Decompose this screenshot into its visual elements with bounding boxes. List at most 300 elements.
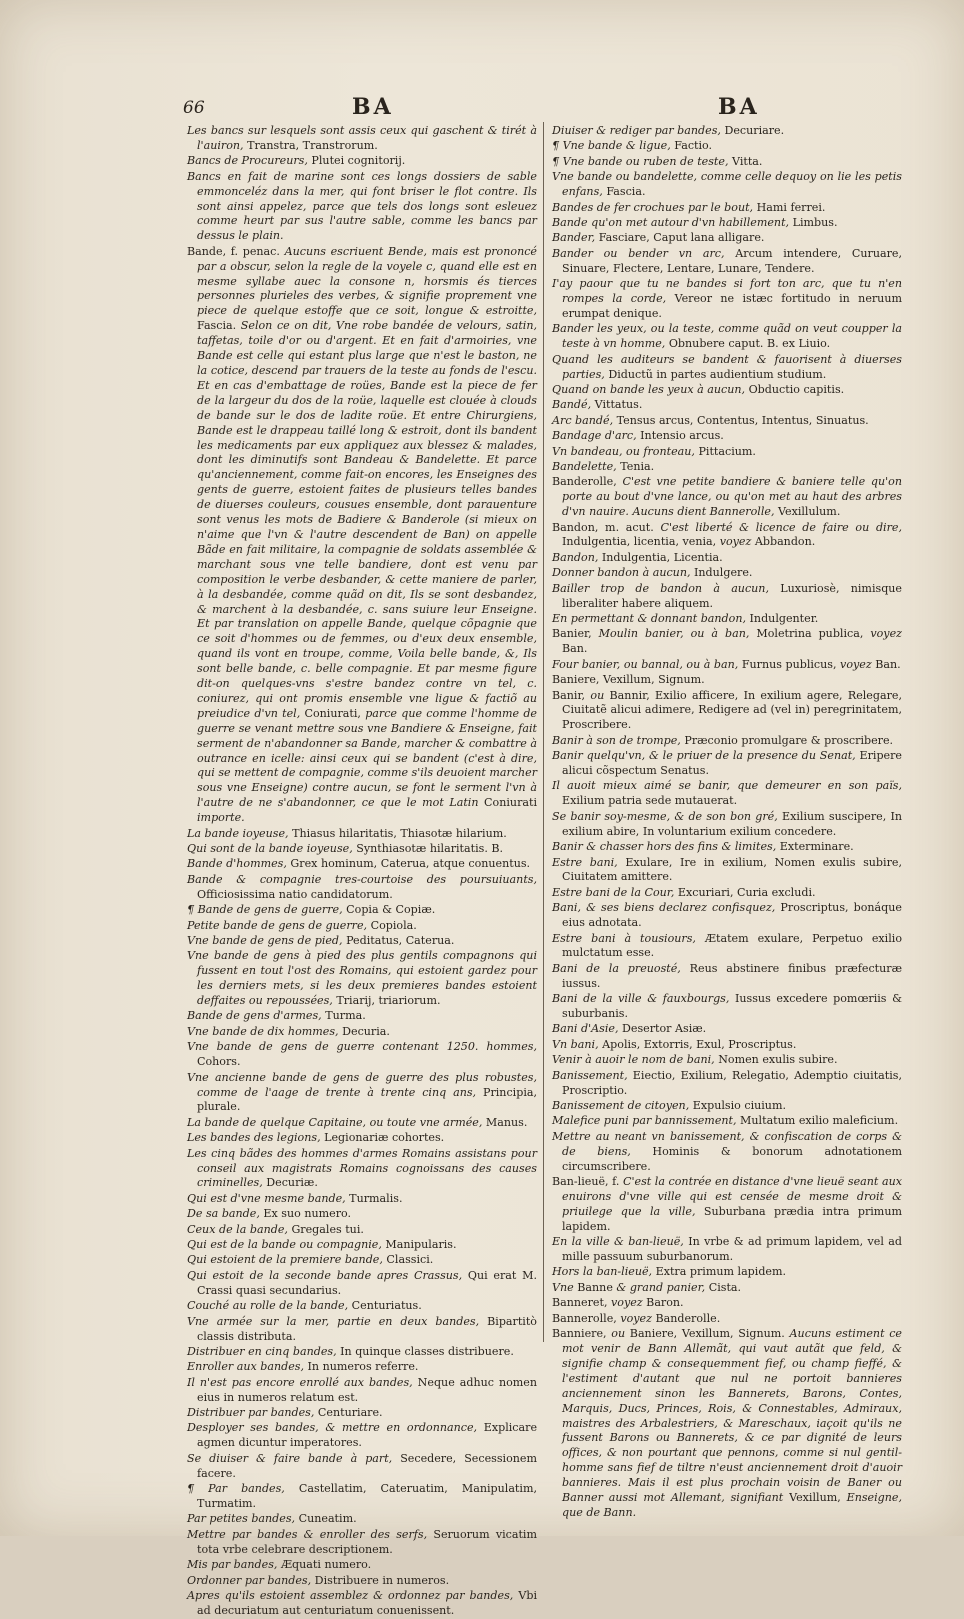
french-text: Bander ou bender vn arc,: [552, 246, 725, 260]
french-text: Vne bande ou bandelette, comme celle dequoy on lie les petis enfans,: [552, 170, 902, 199]
latin-text: Hominis & bonorum adnotationem circumscribere.: [562, 1144, 902, 1173]
french-text: Vne bande de gens à pied des plus gentils compagnons qui fussent en tout l'ost des Romains, qui estoient gardez pour les derniers mets, si les deux premieres bandes estoient deffaites ou repoussées,: [187, 949, 537, 1008]
latin-text: Intensio arcus.: [636, 429, 724, 443]
dictionary-entry: [552, 445, 902, 460]
french-text: Estre bani,: [552, 855, 618, 869]
french-text: Qui est de la bande ou compagnie,: [187, 1238, 382, 1252]
dictionary-entry: [552, 216, 902, 231]
dictionary-entry: [187, 1147, 537, 1192]
latin-text: Indulgere.: [690, 566, 753, 580]
french-text: voyez: [719, 535, 752, 549]
latin-text: Grex hominum, Caterua, atque conuentus.: [286, 857, 531, 871]
french-text: ¶ Bande de gens de guerre,: [187, 903, 343, 917]
latin-text: Baniere, Vexillum, Signum.: [552, 673, 705, 687]
latin-text: Multatum exilio maleficium.: [736, 1114, 899, 1128]
french-text: parce que comme l'homme de guerre se venant mettre sous vne Bandiere & Enseigne, fait serment de n'abandonner sa Bande, marcher & combattre à outrance en icelle: ainsi ceux qui se bandent (c'est à dire, qui se mettent de compagnie, comme s'ils deuoient marcher sous vne Enseigne) contre aucun, se font le serment l'vn à l'autre de ne s'abandonner, ce que le mot Latin: [197, 706, 538, 810]
dictionary-entry: [552, 612, 902, 627]
dictionary-entry: [552, 1296, 902, 1311]
french-text: Bancs de Procureurs,: [187, 154, 308, 168]
latin-text: Officiosissima natio candidatorum.: [197, 887, 393, 901]
french-text: C'est vne petite bandiere & baniere telle qu'on porte au bout d'vne lance, ou qu'on met au haut des arbres d'vn nauire. Aucuns dient Bannerolle,: [562, 475, 902, 519]
french-text: Il n'est pas encore enrollé aux bandes,: [187, 1375, 413, 1389]
french-text: Enseigne, que de Bann.: [562, 1491, 903, 1519]
latin-text: Proscriptus, bonáque eius adnotata.: [562, 901, 902, 930]
french-text: Se banir soy-mesme, & de son bon gré,: [552, 809, 778, 823]
latin-text: Diductũ in partes audientium studium.: [604, 367, 827, 381]
french-text: Banissement de citoyen,: [552, 1099, 690, 1112]
dictionary-entry: [552, 170, 902, 200]
dictionary-entry: [187, 1192, 537, 1207]
dictionary-entry: [552, 1281, 902, 1296]
dictionary-entry: [187, 1269, 537, 1299]
dictionary-entry: [552, 1099, 902, 1114]
dictionary-entry: [552, 201, 902, 216]
dictionary-entry: [552, 398, 902, 413]
dictionary-entry: [552, 322, 902, 352]
latin-text: Præconio promulgare & proscribere.: [680, 733, 894, 747]
latin-text: Bannerolle,: [552, 1311, 621, 1325]
french-text: Les bancs sur lesquels sont assis ceux qui gaschent & tirét à l'auiron,: [187, 124, 537, 152]
latin-text: Banne: [573, 1280, 617, 1294]
french-text: Bani, & ses biens declarez confisquez,: [552, 901, 776, 915]
french-text: ¶ Par bandes,: [187, 1482, 285, 1496]
french-text: ¶ Vne bande & ligue,: [552, 139, 671, 153]
latin-text: Exulare, Ire in exilium, Nomen exulis subire, Ciuitatem amittere.: [562, 855, 902, 884]
latin-text: Æquati numero.: [277, 1558, 372, 1572]
french-text: De sa bande,: [187, 1207, 260, 1221]
french-text: Mis par bandes,: [187, 1558, 278, 1572]
french-text: Vn bani,: [552, 1037, 599, 1051]
latin-text: Decuriare.: [720, 124, 785, 137]
latin-text: Limbus.: [789, 215, 838, 229]
latin-text: Coniurati,: [300, 706, 366, 720]
dictionary-entry: [187, 154, 537, 169]
french-text: Il auoit mieux aimé se banir, que demeurer en son païs,: [552, 779, 902, 793]
latin-text: In quinque classes distribuere.: [336, 1344, 514, 1358]
latin-text: Abbandon.: [751, 535, 816, 549]
dictionary-entry: [187, 1299, 537, 1314]
dictionary-entry: [187, 827, 537, 842]
dictionary-entry: [552, 962, 902, 992]
latin-text: Principia, plurale.: [197, 1085, 538, 1114]
dictionary-entry: [552, 1175, 902, 1235]
latin-text: Factio.: [670, 139, 713, 153]
dictionary-entry: [552, 627, 902, 657]
latin-text: Bannir, Exilio afficere, In exilium agere, Relegare, Ciuitatẽ alicui adimere, Redigere ad (vel in) peregrinitatem, Proscribere.: [562, 688, 902, 732]
french-text: Mettre au neant vn banissement, & confiscation de corps & de biens,: [552, 1129, 902, 1158]
latin-text: Peditatus, Caterua.: [342, 933, 455, 947]
dictionary-entry: [552, 1038, 902, 1053]
dictionary-entry: [187, 170, 537, 245]
french-text: En la ville & ban-lieuë,: [552, 1235, 684, 1249]
dictionary-entry: [187, 949, 537, 1009]
french-text: Bandes de fer crochues par le bout,: [552, 200, 754, 214]
french-text: Bandage d'arc,: [552, 429, 637, 443]
latin-text: Vereor ne istæc fortitudo in neruum erumpat denique.: [562, 291, 902, 320]
dictionary-entry: [552, 155, 902, 170]
dictionary-entry: [187, 1360, 537, 1375]
french-text: Qui estoit de la seconde bande apres Crassus,: [187, 1268, 463, 1282]
french-text: Bailler trop de bandon à aucun,: [552, 581, 769, 595]
latin-text: Indulgenter.: [746, 612, 819, 625]
french-text: Banir quelqu'vn, & le priuer de la presence du Senat,: [552, 749, 856, 763]
dictionary-entry: [187, 1223, 537, 1238]
latin-text: Ætatem exulare, Perpetuo exilio mulctatum esse.: [562, 931, 902, 960]
dictionary-entry: [187, 1376, 537, 1406]
dictionary-entry: [552, 429, 902, 444]
french-text: Aucuns estiment ce mot venir de Bann Allemãt, qui vaut autãt que feld, & signifie champ & consequemment fief, ou champ fieffé, & l'estiment d'autant que nul ne portoit bannieres anciennement sinon les Bannerets, Barons, Contes, Marquis, Ducs, Princes, Rois, & Connestables, Admiraux, maistres des Arbalestriers, & Mareschaux, iaçoit qu'ils ne fussent Barons ou Bannerets, & ce par dignité de leurs offices, & non pourtant que pennons, comme si nul gentil-homme sans fief de tiltre n'eust anciennement droit d'auoir bannieres. Mais il est plus prochain voisin de Baner ou Banner aussi mot Allemant, signifiant: [562, 1327, 903, 1505]
dictionary-entry: [187, 1116, 537, 1131]
dictionary-entry: [187, 1589, 537, 1619]
french-text: Quand on bande les yeux à aucun,: [552, 382, 746, 396]
latin-text: Transtra, Transtrorum.: [243, 138, 378, 152]
french-text: Par petites bandes,: [187, 1512, 296, 1526]
french-text: Les bandes des legions,: [187, 1131, 321, 1145]
latin-text: Indulgentia, licentia, venia,: [562, 535, 720, 549]
french-text: Bandon,: [552, 550, 599, 564]
dictionary-entry: [187, 245, 537, 826]
latin-text: Suburbana prædia intra primum lapidem.: [562, 1204, 902, 1233]
french-text: voyez: [611, 1296, 643, 1310]
dictionary-entry: [187, 857, 537, 872]
french-text: Apres qu'ils estoient assemblez & ordonnez par bandes,: [187, 1588, 514, 1602]
latin-text: Excuriari, Curia excludi.: [674, 885, 816, 899]
latin-text: Banier,: [552, 627, 599, 641]
french-text: Malefice puni par bannissement,: [552, 1114, 737, 1128]
dictionary-entry: [552, 810, 902, 840]
french-text: Four banier, ou bannal, ou à ban,: [552, 657, 739, 671]
french-text: Distribuer par bandes,: [187, 1406, 315, 1420]
dictionary-entry: [552, 277, 902, 322]
french-text: Bani de la preuosté,: [552, 961, 681, 975]
latin-text: Obnubere caput. B. ex Liuio.: [665, 337, 831, 351]
french-text: Vne bande de gens de pied,: [187, 933, 343, 947]
french-text: Estre bani de la Cour,: [552, 885, 675, 899]
dictionary-entry: [552, 1130, 902, 1175]
latin-text: Banir,: [552, 688, 591, 702]
latin-text: Qui erat M. Crassi quasi secundarius.: [197, 1268, 537, 1297]
latin-text: Furnus publicus,: [738, 657, 841, 671]
dictionary-entry: [552, 124, 902, 139]
dictionary-entry: [552, 1265, 902, 1280]
latin-text: Iussus excedere pomœriis & suburbanis.: [562, 992, 902, 1021]
french-text: Couché au rolle de la bande,: [187, 1299, 349, 1313]
dictionary-entry: [187, 124, 537, 154]
dictionary-entry: [552, 856, 902, 886]
latin-text: Triarij, triariorum.: [332, 994, 441, 1008]
latin-text: Desertor Asiæ.: [618, 1022, 707, 1036]
latin-text: Manipularis.: [381, 1238, 457, 1252]
dictionary-entry: [552, 139, 902, 154]
latin-text: Bandon, m. acut.: [552, 520, 661, 534]
french-text: Selon ce on dit, Vne robe bandée de velours, satin, taffetas, toile d'or ou d'argent. Et en fait d'armoiries, vne Bande est celle qui estant plus large que n'est le baston, ne la cotice, descend par trauers de la teste au fonds de l'escu. Et en cas d'embattage de roües, Bande est la piece de fer de la largeur du dos de la roüe, laquelle est clouée à clouds de bande sur le dos de ladite roüe. Et entre Chirurgiens, Bande est le drappeau taillé long & estroit, dont ils bandent les medicaments par eux appliquez aux blessez & malades, dont les diminutifs sont Bandeau & Bandelette. Et parce qu'anciennement, comme fait-on encores, les Enseignes des gents de guerre, estoient faites de plusieurs telles bandes de diuerses couleurs, cousues ensemble, dont parauenture sont venus les mots de Badiere & Banderole (si mieux on n'aime que l'vn & l'autre descendent de Ban) on appelle Bãde en fait militaire, la compagnie de soldats assemblée & marchant sous vne telle bandiere, dont est venu par composition le verbe desbander, & cette maniere de parler, à la desbandée, comme quãd on dit, Ils se sont desbandez, & marchent à la desbandée, c. sans suiure leur Enseigne. Et par translation on appelle Bande, quelque cõpagnie que ce soit d'hommes ou de femmes, ou d'eux deux ensemble, quand ils vont en troupe, comme, Voila belle bande, &, Ils sont belle bande, c. belle compagnie. Et par mesme figure dit-on quelques-vns s'estre bandez contre vn tel, c. coniurez, qui ont promis ensemble vne ligue & factiõ au preiudice d'vn tel,: [197, 319, 537, 720]
french-text: Bande & compagnie tres-courtoise des poursuiuants,: [187, 872, 537, 886]
french-text: Bancs en fait de marine sont ces longs dossiers de sable emmonceléz dans la mer, qui font briser le flot contre. Ils sont ainsi appelez, parce que tels dos longs sont esleuez comme heurt par sus l'autre sable, comme les bancs par dessus le plain.: [187, 169, 537, 243]
french-text: Moulin banier, ou à ban,: [598, 627, 750, 641]
dictionary-entry: [552, 673, 902, 688]
dictionary-entry: [552, 749, 902, 779]
french-text: Ceux de la bande,: [187, 1222, 288, 1236]
french-text: Vne bande de dix hommes,: [187, 1024, 339, 1038]
french-text: I'ay paour que tu ne bandes si fort ton arc, que tu n'en rompes la corde,: [552, 277, 902, 305]
dictionary-entry: [187, 1421, 537, 1451]
latin-text: Castellatim, Cateruatim, Manipulatim, Turmatim.: [197, 1482, 537, 1510]
dictionary-entry: [552, 231, 902, 246]
french-text: Donner bandon à aucun,: [552, 566, 691, 580]
latin-text: Tenia.: [616, 459, 655, 473]
french-text: Banissement,: [552, 1068, 628, 1082]
dictionary-entry: [552, 582, 902, 612]
latin-text: Vexillulum.: [774, 505, 841, 519]
latin-text: Apolis, Extorris, Exul, Proscriptus.: [598, 1037, 797, 1051]
latin-text: Distribuere in numeros.: [311, 1573, 450, 1587]
dictionary-entry: [552, 1069, 902, 1099]
french-text: Qui estoient de la premiere bande,: [187, 1253, 383, 1267]
latin-text: Hami ferrei.: [753, 200, 826, 214]
dictionary-entry: [552, 414, 902, 429]
latin-text: Fascia.: [602, 185, 646, 199]
french-text: Ordonner par bandes,: [187, 1573, 312, 1587]
latin-text: Fascia.: [197, 319, 241, 333]
latin-text: Decuria.: [338, 1024, 390, 1038]
dictionary-entry: [552, 1053, 902, 1068]
latin-text: Banneret,: [552, 1296, 612, 1310]
french-text: Banir à son de trompe,: [552, 733, 681, 747]
latin-text: Cista.: [705, 1280, 742, 1294]
right-column: [552, 124, 903, 1519]
latin-text: Arcum intendere, Curuare, Sinuare, Flectere, Lentare, Lunare, Tendere.: [562, 246, 902, 275]
dictionary-entry: [187, 1315, 537, 1345]
dictionary-entry: [187, 1482, 537, 1512]
latin-text: Gregales tui.: [287, 1222, 364, 1236]
dictionary-entry: [552, 886, 902, 901]
french-text: Venir à auoir le nom de bani,: [552, 1053, 715, 1067]
dictionary-entry: [552, 932, 902, 962]
dictionary-entry: [187, 903, 537, 918]
latin-text: Copiola.: [367, 918, 417, 932]
dictionary-entry: [552, 475, 902, 520]
dictionary-entry: [187, 1406, 537, 1421]
dictionary-entry: [552, 247, 902, 277]
dictionary-entry: [552, 734, 902, 749]
french-text: ou: [590, 688, 605, 702]
dictionary-entry: [552, 689, 902, 734]
french-text: Bandelette,: [552, 459, 617, 473]
latin-text: Banniere,: [552, 1327, 612, 1341]
latin-text: Synthiasotæ hilaritatis. B.: [352, 842, 504, 855]
latin-text: Coniurati: [478, 796, 537, 810]
latin-text: Baniere, Vexillum, Signum.: [625, 1327, 790, 1341]
running-head-left: BA: [352, 94, 394, 120]
latin-text: Ban-lieuë, f.: [552, 1175, 623, 1189]
dictionary-entry: [552, 1235, 902, 1265]
french-text: Distribuer en cinq bandes,: [187, 1344, 337, 1358]
dictionary-entry: [552, 1312, 902, 1327]
french-text: Bande qu'on met autour d'vn habillement,: [552, 215, 790, 229]
french-text: & grand panier,: [616, 1280, 706, 1294]
latin-text: Vexillum,: [783, 1491, 847, 1505]
latin-text: Tensus arcus, Contentus, Intentus, Sinuatus.: [613, 413, 869, 427]
latin-text: Manus.: [482, 1115, 528, 1129]
dictionary-entry: [187, 1345, 537, 1360]
latin-text: Expulsio ciuium.: [689, 1099, 787, 1112]
dictionary-entry: [552, 779, 902, 809]
french-text: Aucuns escriuent Bende, mais est prononcé par a obscur, selon la regle de la voyele c, quand elle est en mesme syllabe auec la consone n, horsmis és tierces personnes plurieles des verbes, & signifie proprement vne piece de quelque estoffe que ce soit, longue & estroitte,: [197, 244, 537, 318]
latin-text: Indulgentia, Licentia.: [598, 550, 723, 564]
dictionary-entry: [187, 1558, 537, 1573]
dictionary-entry: [187, 1253, 537, 1268]
dictionary-entry: [187, 1528, 537, 1558]
latin-text: Moletrina publica,: [749, 627, 871, 641]
latin-text: Extra primum lapidem.: [652, 1265, 787, 1279]
french-text: voyez: [840, 657, 872, 671]
french-text: Hors la ban-lieuë,: [552, 1265, 653, 1279]
latin-text: Plutei cognitorij.: [307, 154, 406, 168]
latin-text: Exilium patria sede mutauerat.: [562, 794, 738, 808]
french-text: La bande ioyeuse,: [187, 826, 289, 840]
french-text: Se diuiser & faire bande à part,: [187, 1451, 393, 1465]
latin-text: Legionariæ cohortes.: [320, 1131, 445, 1145]
french-text: Bande d'hommes,: [187, 857, 287, 871]
latin-text: Cohors.: [197, 1055, 241, 1069]
dictionary-entry: [552, 521, 902, 551]
dictionary-entry: [187, 873, 537, 903]
latin-text: Explicare agmen dicuntur imperatores.: [197, 1421, 538, 1450]
french-text: Mettre par bandes & enroller des serfs,: [187, 1527, 428, 1541]
left-column: [187, 124, 538, 1617]
latin-text: Centuriare.: [314, 1406, 383, 1420]
french-text: Bander les yeux, ou la teste, comme quãd on veut coupper la teste à vn homme,: [552, 322, 902, 351]
dictionary-entry: [187, 1040, 537, 1070]
latin-text: In vrbe & ad primum lapidem, vel ad mille passuum suburbanorum.: [562, 1235, 903, 1264]
latin-text: Classici.: [382, 1253, 434, 1267]
latin-text: Exilium suscipere, In exilium abire, In voluntarium exilium concedere.: [562, 809, 903, 838]
latin-text: Banderolle.: [651, 1311, 721, 1325]
french-text: Bander,: [552, 231, 596, 245]
dictionary-entry: [552, 658, 902, 673]
dictionary-entry: [552, 383, 902, 398]
latin-text: Baron.: [642, 1296, 684, 1310]
latin-text: Luxuriosè, nimisque liberaliter habere aliquem.: [562, 581, 902, 610]
dictionary-entry: [187, 842, 537, 857]
column-divider: [543, 122, 544, 1342]
latin-text: Turmalis.: [345, 1191, 403, 1205]
french-text: La bande de quelque Capitaine, ou toute vne armée,: [187, 1115, 483, 1129]
latin-text: Turma.: [321, 1009, 366, 1023]
latin-text: Eripere alicui cõspectum Senatus.: [562, 749, 902, 778]
dictionary-entry: [187, 1009, 537, 1024]
page-number: 66: [183, 98, 205, 118]
latin-text: Fasciare, Caput lana alligare.: [595, 231, 765, 245]
latin-text: Neque adhuc nomen eius in numeros relatum est.: [197, 1375, 537, 1404]
french-text: Vne ancienne bande de gens de guerre des plus robustes, comme de l'aage de trente à trente cinq ans,: [187, 1070, 537, 1099]
dictionary-entry: [552, 566, 902, 581]
latin-text: Bipartitò classis distributa.: [197, 1314, 537, 1343]
french-text: Desployer ses bandes, & mettre en ordonnance,: [187, 1421, 478, 1435]
french-text: En permettant & donnant bandon,: [552, 612, 747, 625]
latin-text: Obductio capitis.: [745, 382, 845, 396]
french-text: Quand les auditeurs se bandent & fauorisent à diuerses parties,: [552, 352, 902, 381]
latin-text: Decuriæ.: [262, 1176, 318, 1190]
french-text: Bani de la ville & fauxbourgs,: [552, 992, 730, 1006]
latin-text: Seruorum vicatim tota vrbe celebrare descriptionem.: [197, 1527, 537, 1556]
latin-text: Thiasus hilaritatis, Thiasotæ hilarium.: [288, 826, 507, 840]
latin-text: Pittacium.: [694, 444, 756, 458]
latin-text: Ex suo numero.: [259, 1207, 352, 1221]
french-text: Diuiser & rediger par bandes,: [552, 124, 721, 137]
french-text: Vne: [552, 1280, 574, 1294]
french-text: Petite bande de gens de guerre,: [187, 918, 368, 932]
dictionary-entry: [552, 992, 902, 1022]
dictionary-entry: [187, 1512, 537, 1527]
dictionary-entry: [187, 1238, 537, 1253]
french-text: Les cinq bãdes des hommes d'armes Romains assistans pour conseil aux magistrats Romains cognoissans des causes criminelles,: [187, 1146, 537, 1190]
latin-text: Eiectio, Exilium, Relegatio, Ademptio ciuitatis, Proscriptio.: [562, 1068, 902, 1097]
french-text: ou: [611, 1327, 626, 1341]
french-text: Qui sont de la bande ioyeuse,: [187, 842, 353, 855]
french-text: Banir & chasser hors des fins & limites,: [552, 840, 777, 854]
latin-text: Exterminare.: [776, 840, 854, 854]
dictionary-entry: [187, 1452, 537, 1482]
dictionary-entry: [187, 1207, 537, 1222]
french-text: Vne bande de gens de guerre contenant 1250. hommes,: [187, 1040, 537, 1054]
latin-text: Nomen exulis subire.: [714, 1053, 838, 1067]
french-text: Vne armée sur la mer, partie en deux bandes,: [187, 1314, 480, 1328]
french-text: Arc bandé,: [552, 413, 614, 427]
latin-text: Cuneatim.: [295, 1512, 357, 1526]
dictionary-entry: [552, 840, 902, 855]
french-text: Qui est d'vne mesme bande,: [187, 1191, 346, 1205]
french-text: C'est liberté & licence de faire ou dire,: [660, 520, 902, 534]
french-text: voyez: [620, 1311, 652, 1325]
dictionary-entry: [187, 1131, 537, 1146]
dictionary-entry: [187, 1025, 537, 1040]
latin-text: Copia & Copiæ.: [342, 903, 436, 917]
latin-text: In numeros referre.: [304, 1360, 419, 1374]
dictionary-entry: [552, 551, 902, 566]
french-text: Bani d'Asie,: [552, 1022, 619, 1036]
french-text: Bande de gens d'armes,: [187, 1009, 322, 1023]
running-head-right: BA: [718, 94, 760, 120]
french-text: voyez: [870, 627, 902, 641]
dictionary-entry: [187, 1071, 537, 1116]
dictionary-entry: [187, 919, 537, 934]
latin-text: Vitta.: [728, 154, 763, 168]
latin-text: Ban.: [562, 642, 588, 656]
dictionary-entry: [552, 353, 902, 383]
french-text: importe.: [197, 811, 245, 825]
dictionary-entry: [552, 901, 902, 931]
dictionary-entry: [552, 1022, 902, 1037]
latin-text: Ban.: [871, 657, 901, 671]
french-text: Enroller aux bandes,: [187, 1360, 305, 1374]
french-text: ¶ Vne bande ou ruben de teste,: [552, 154, 729, 168]
latin-text: Vbi ad decuriatum aut centuriatum conuenissent.: [197, 1588, 537, 1617]
latin-text: Vittatus.: [591, 398, 643, 412]
latin-text: Centuriatus.: [348, 1299, 422, 1313]
french-text: C'est la contrée en distance d'vne lieuë seant aux enuirons d'vne ville qui est censée de mesme droit & priuilege que la ville,: [562, 1175, 902, 1218]
dictionary-entry: [187, 1574, 537, 1589]
latin-text: Bande, f. penac.: [187, 244, 285, 258]
latin-text: Banderolle,: [552, 475, 623, 489]
latin-text: Reus abstinere finibus præfecturæ iussus.: [562, 961, 902, 990]
dictionary-entry: [552, 460, 902, 475]
dictionary-entry: [187, 934, 537, 949]
french-text: Bandé,: [552, 398, 592, 412]
latin-text: Secedere, Secessionem facere.: [197, 1451, 537, 1480]
french-text: Vn bandeau, ou fronteau,: [552, 444, 695, 458]
dictionary-entry: [552, 1327, 902, 1521]
